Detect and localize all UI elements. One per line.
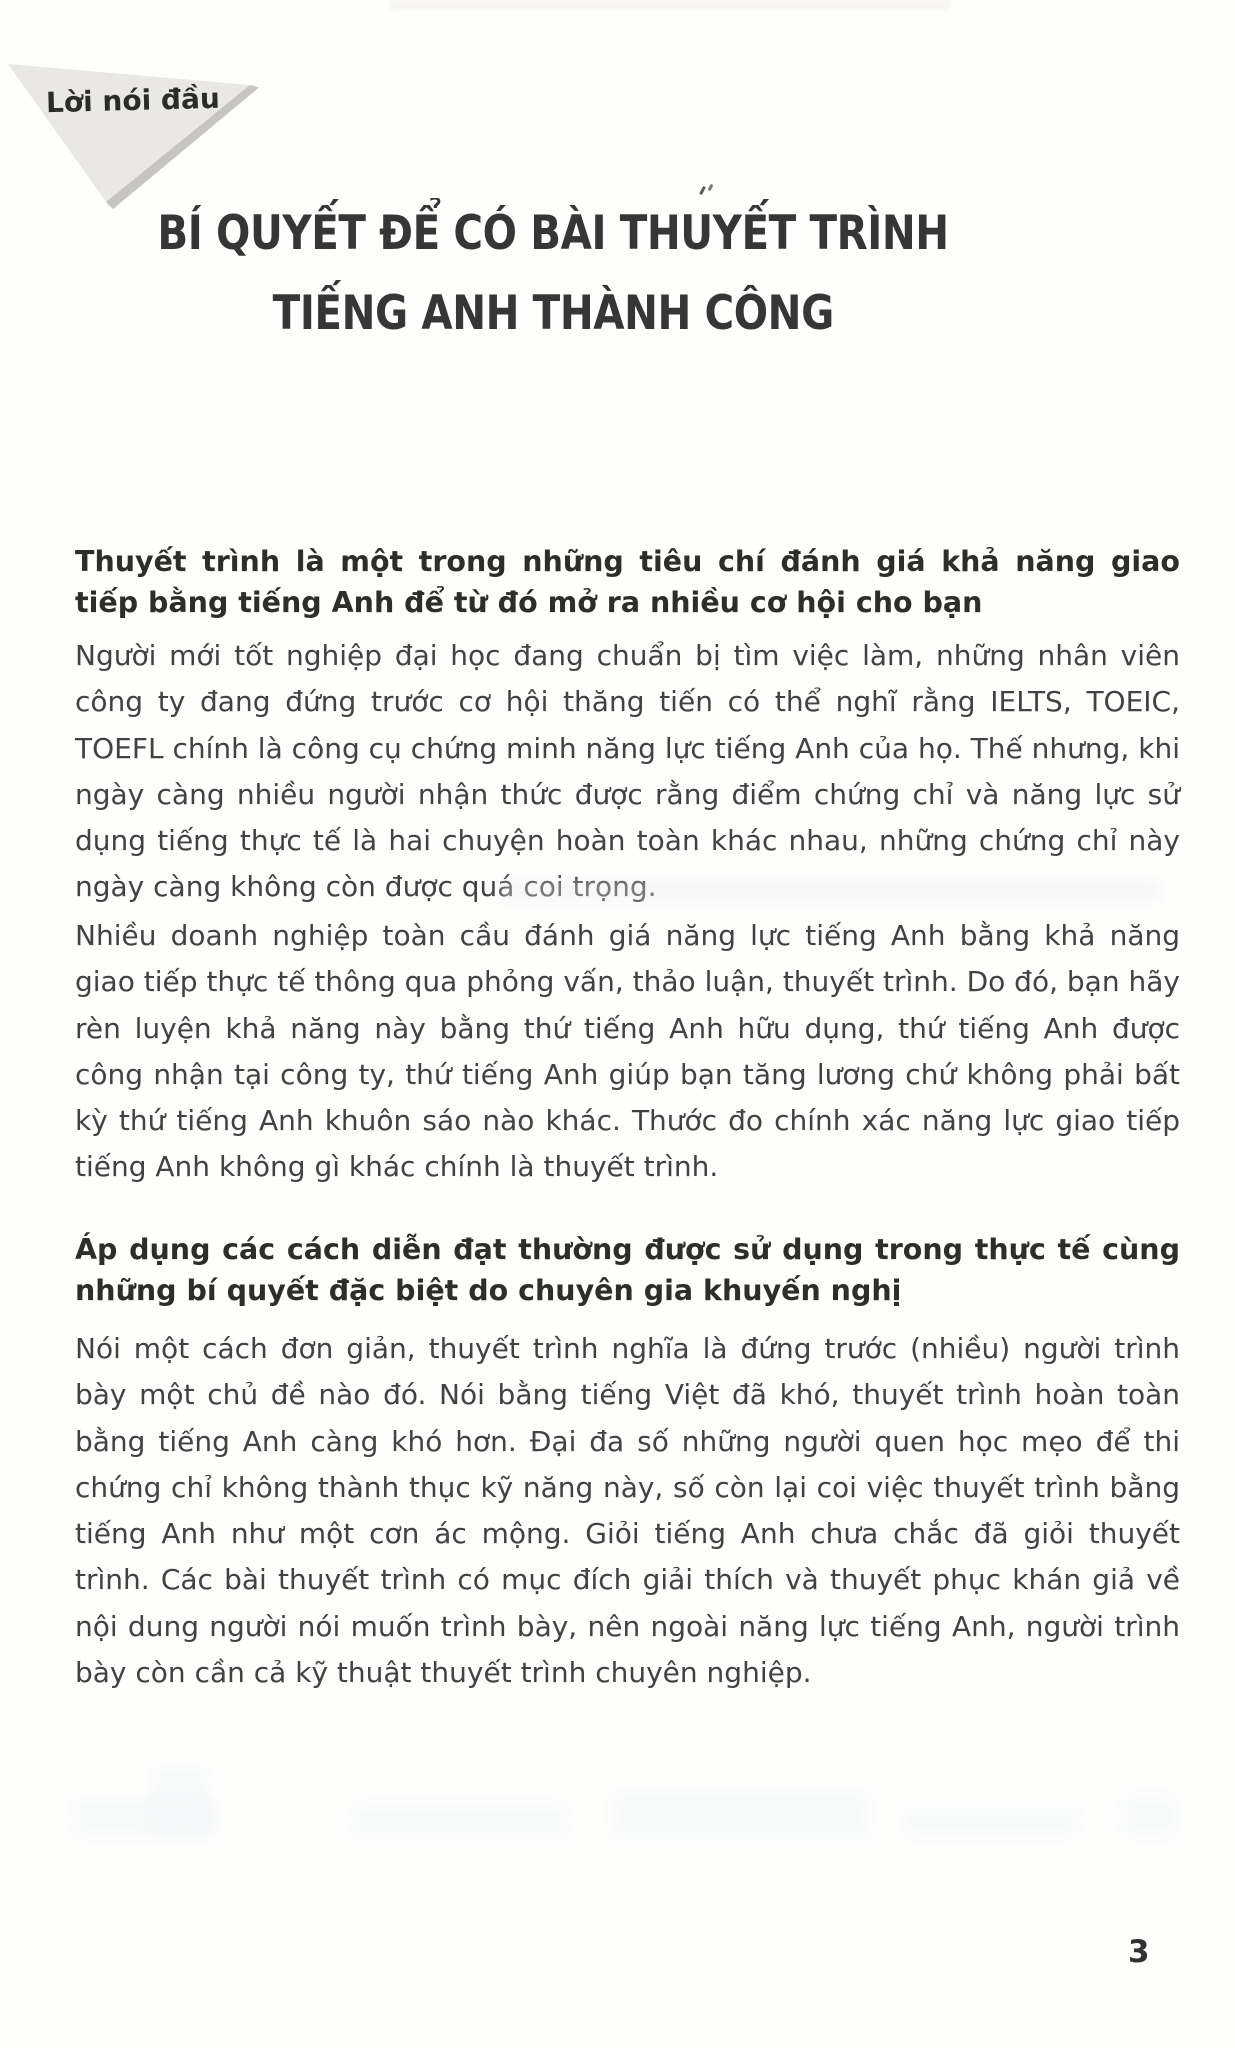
preface-ribbon — [6, 56, 268, 214]
title-line-2-wrap — [38, 274, 1068, 354]
bleed-through-band — [70, 1744, 1180, 1844]
scan-smudge — [500, 880, 1160, 902]
title-line-1-wrap — [38, 194, 1068, 274]
section-2-heading: Áp dụng các cách diễn đạt thường được sử dụng trong thực tế cùng những bí quyết đặc biệt do chuyên gia khuyến nghị — [75, 1233, 1180, 1307]
section-1-heading: Thuyết trình là một trong những tiêu chí đánh giá khả năng giao tiếp bằng tiếng Anh để từ đó mở ra nhiều cơ hội cho bạn — [75, 545, 1180, 619]
page-number: 3 — [1128, 1934, 1150, 1970]
section-2-paragraph-1: Nói một cách đơn giản, thuyết trình nghĩa là đứng trước (nhiều) người trình bày một chủ đề nào đó. Nói bằng tiếng Việt đã khó, thuyết trình hoàn toàn bằng tiếng Anh càng khó hơn. Đại đa số những người quen học mẹo để thi chứng chỉ không thành thục kỹ năng này, số còn lại coi việc thuyết trình bằng tiếng Anh như một cơn ác mộng. Giỏi tiếng Anh chưa chắc đã giỏi thuyết trình. Các bài thuyết trình có mục đích giải thích và thuyết phục khán giả về nội dung người nói muốn trình bày, nên ngoài năng lực tiếng Anh, người trình bày còn cần cả kỹ thuật thuyết trình chuyên nghiệp. — [75, 1332, 1180, 1690]
section-1-paragraph-1: Người mới tốt nghiệp đại học đang chuẩn bị tìm việc làm, những nhân viên công ty đang đứng trước cơ hội thăng tiến có thể nghĩ rằng IELTS, TOEIC, TOEFL chính là công cụ chứng minh năng lực tiếng Anh của họ. Thế nhưng, khi ngày càng nhiều người nhận thức được rằng điểm chứng chỉ và năng lực sử dụng tiếng thực tế là hai chuyện hoàn toàn khác nhau, những chứng chỉ này ngày càng không còn được quá coi trọng. — [75, 639, 1180, 904]
ribbon-shape — [6, 56, 268, 214]
ribbon-label: Lời nói đầu — [45, 81, 221, 120]
scan-edge-artifact — [390, 0, 950, 10]
title-line-2: TIẾNG ANH THÀNH CÔNG — [272, 286, 834, 341]
section-1-paragraph-2: Nhiều doanh nghiệp toàn cầu đánh giá năng lực tiếng Anh bằng khả năng giao tiếp thực tế thông qua phỏng vấn, thảo luận, thuyết trình. Do đó, bạn hãy rèn luyện khả năng này bằng thứ tiếng Anh hữu dụng, thứ tiếng Anh được công nhận tại công ty, thứ tiếng Anh giúp bạn tăng lương chứ không phải bất kỳ thứ tiếng Anh khuôn sáo nào khác. Thước đo chính xác năng lực giao tiếp tiếng Anh không gì khác chính là thuyết trình. — [75, 919, 1180, 1184]
page-title — [38, 194, 1068, 354]
title-line-1: BÍ QUYẾT ĐỂ CÓ BÀI THUYẾT TRÌNH — [157, 206, 949, 261]
